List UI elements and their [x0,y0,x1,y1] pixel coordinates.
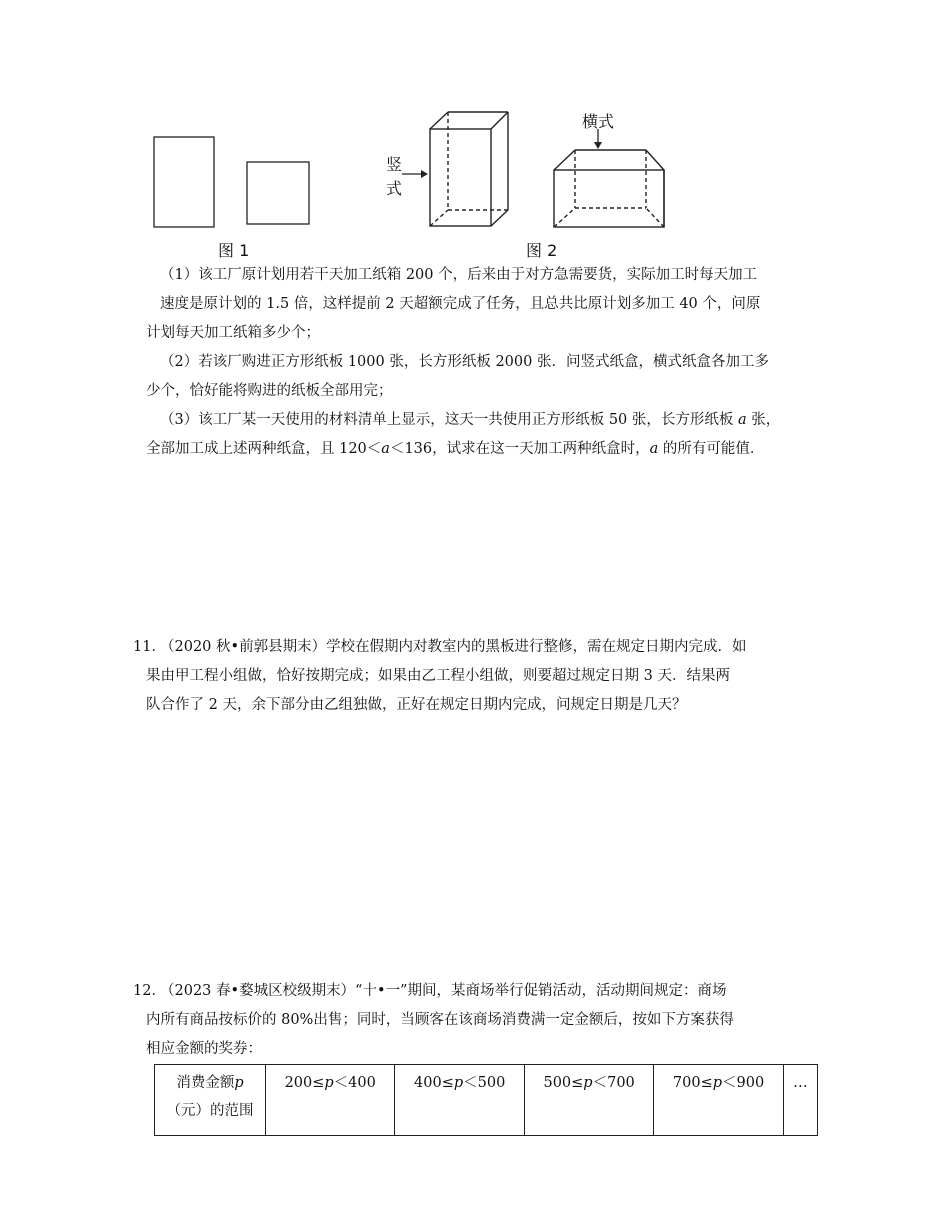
vertical-label-1: 竖 [386,155,403,174]
q11-number: 11． [133,639,166,655]
q10-part1-line3: 计划每天加工纸箱多少个； [146,325,320,341]
table-header-cell: 消费金额p （元）的范围 [155,1065,266,1136]
q11-line2: 果由甲工程小组做，恰好按期完成；如果由乙工程小组做，则要超过规定日期 3 天．结果两 [146,668,730,684]
q10-part3-line1: （3）该工厂某一天使用的材料清单上显示，这天一共使用正方形纸板 50 张，长方形纸板 a 张， [160,412,781,428]
vertical-box [430,112,508,226]
horizontal-label: 横式 [582,112,615,131]
q11-line3: 队合作了 2 天，余下部分由乙组独做，正好在规定日期内完成，问规定日期是几天？ [146,697,687,713]
horizontal-arrow [594,129,602,149]
table-cell: 400≤p＜500 [395,1065,524,1136]
q12-line1: （2023 春•婺城区校级期末）“十•一”期间，某商场举行促销活动，活动期间规定：商场 [160,983,727,999]
q10-part3-line2: 全部加工成上述两种纸盒，且 120＜a＜136，试求在这一天加工两种纸盒时，a 的所有可能值． [146,441,765,457]
table-cell: 500≤p＜700 [524,1065,653,1136]
q12-line3: 相应金额的奖券： [146,1041,262,1057]
figure-2-label: 图 2 [526,241,558,260]
table-cell: 700≤p＜900 [654,1065,783,1136]
table-cell-ellipsis: … [783,1065,817,1136]
figure-1 [150,130,320,235]
square-board [247,162,309,224]
q11-line1: （2020 秋•前郭县期末）学校在假期内对教室内的黑板进行整修，需在规定日期内完成．如 [160,639,747,655]
q12-number: 12． [133,983,166,999]
figure-1-label: 图 1 [218,241,250,260]
rectangle-board [154,137,214,227]
vertical-arrow [402,170,428,178]
prize-table [154,1064,818,1136]
q10-part1-line2: 速度是原计划的 1.5 倍，这样提前 2 天超额完成了任务，且总共比原计划多加工 40 个，问原 [160,296,761,312]
figure-2 [380,100,680,235]
q10-part2-line2: 少个，恰好能将购进的纸板全部用完； [146,383,393,399]
vertical-label-2: 式 [386,179,403,198]
table-row [155,1065,818,1136]
q12-line2: 内所有商品按标价的 80%出售；同时，当顾客在该商场消费满一定金额后，按如下方案获得 [146,1012,734,1028]
horizontal-box [554,150,664,227]
table-cell: 200≤p＜400 [266,1065,395,1136]
q10-part1-line1: （1）该工厂原计划用若干天加工纸箱 200 个，后来由于对方急需要货，实际加工时每天加工 [160,267,758,283]
q10-part2-line1: （2）若该厂购进正方形纸板 1000 张，长方形纸板 2000 张．问竖式纸盒，横式纸盒各加工多 [160,354,769,370]
